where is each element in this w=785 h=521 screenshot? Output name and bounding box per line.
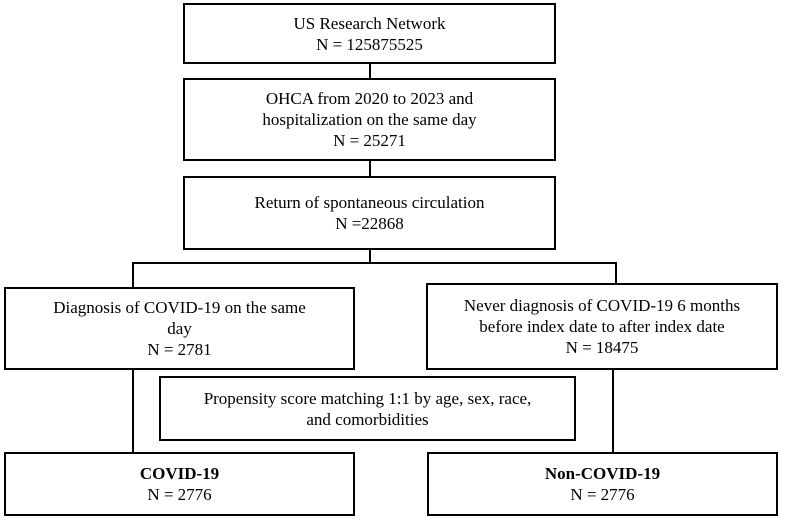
box-covid-diagnosis [4, 287, 355, 370]
box-text: hospitalization on the same day [262, 110, 477, 129]
box-propensity-matching [159, 376, 576, 441]
box-never-covid-diagnosis [426, 283, 778, 370]
box-count: N = 2781 [147, 340, 212, 359]
box-ohca [183, 78, 556, 161]
box-text: Return of spontaneous circulation [254, 193, 485, 212]
box-count: N = 18475 [565, 338, 639, 357]
box-text: Propensity score matching 1:1 by age, sex, race, [203, 388, 532, 408]
connector-line [132, 368, 134, 453]
connector-line [132, 262, 134, 288]
box-count: N = 2776 [147, 485, 212, 504]
box-count: N = 2776 [570, 485, 635, 504]
box-text: US Research Network [293, 13, 446, 33]
box-text: Never diagnosis of COVID-19 6 months [463, 296, 741, 315]
connector-line [612, 368, 614, 453]
box-text: and comorbidities [306, 409, 429, 429]
box-covid-group [4, 452, 355, 516]
connector-line [132, 262, 617, 264]
connector-line [369, 160, 371, 177]
connector-line [369, 63, 371, 79]
box-rosc [183, 176, 556, 250]
box-us-research-network [183, 3, 556, 64]
box-text: Diagnosis of COVID-19 on the same [53, 298, 306, 317]
connector-line [615, 262, 617, 284]
box-text: day [167, 319, 192, 338]
box-text: OHCA from 2020 to 2023 and [265, 89, 474, 108]
box-non-covid-group [427, 452, 778, 516]
box-count: N =22868 [335, 214, 404, 233]
box-count: N = 25271 [333, 131, 406, 150]
box-title: COVID-19 [139, 464, 220, 483]
box-count: N = 125875525 [316, 34, 423, 54]
box-title: Non-COVID-19 [544, 464, 661, 483]
box-text: before index date to after index date [479, 317, 725, 336]
